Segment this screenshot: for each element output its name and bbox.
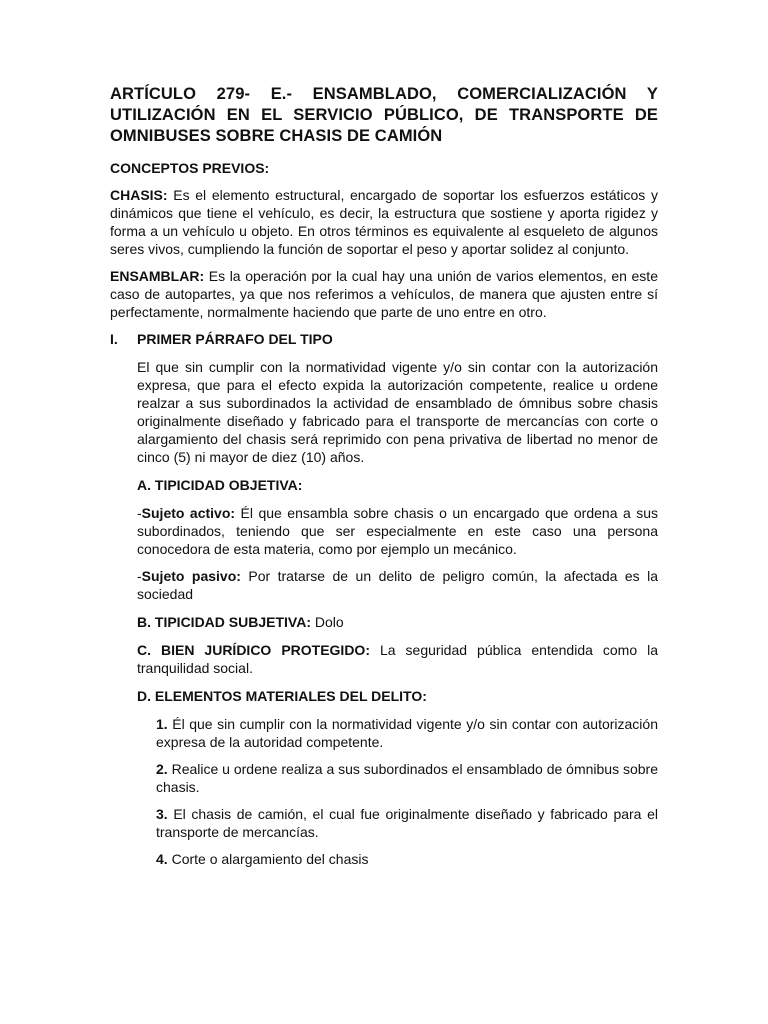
elemento-item-2 <box>156 760 658 796</box>
section-i-heading: PRIMER PÁRRAFO DEL TIPO <box>137 331 333 347</box>
elemento-number: 2. <box>156 761 168 777</box>
elemento-number: 1. <box>156 716 168 732</box>
section-i-paragraph: El que sin cumplir con la normatividad vigente y/o sin contar con la autorización expresa, que para el efecto expida la autorización competente, realice u ordene realzar a sus subordinados la actividad de ensamblado de ómnibus sobre chasis originalmente diseñado y fabricado para el transporte de mercancías con corte o alargamiento del chasis será reprimido con pena privativa de libertad no menor de cinco (5) ni mayor de diez (10) años. <box>137 359 658 465</box>
elemento-item-1 <box>156 715 658 751</box>
elemento-item-3 <box>156 805 658 841</box>
article-title: ARTÍCULO 279- E.- ENSAMBLADO, COMERCIALIZACIÓN Y UTILIZACIÓN EN EL SERVICIO PÚBLICO, DE TRANSPORTE DE OMNIBUSES SOBRE CHASIS DE CAMIÓN <box>110 85 658 145</box>
elemento-number: 3. <box>156 806 168 822</box>
tipicidad-subjetiva-heading: . TIPICIDAD SUBJETIVA: <box>147 614 311 630</box>
ensamblar-text: Es la operación por la cual hay una unión de varios elementos, en este caso de autopartes, ya que nos referimos a vehículos, de manera que ajusten entre sí perfectamente, normalmente haciendo que parte de uno entre en otro. <box>110 268 658 320</box>
section-i-heading-row <box>110 330 658 348</box>
sujeto-activo-dash: - <box>137 505 142 521</box>
ensamblar-term: ENSAMBLAR: <box>110 268 205 284</box>
chasis-term: CHASIS: <box>110 187 168 203</box>
ensamblar-definition <box>110 267 658 321</box>
bien-juridico-text: La seguridad pública entendida como la tranquilidad social. <box>137 642 659 676</box>
sujeto-pasivo-paragraph <box>137 567 658 603</box>
sujeto-activo-paragraph <box>137 504 658 558</box>
chasis-text: Es el elemento estructural, encargado de soportar los esfuerzos estáticos y dinámicos que tiene el vehículo, es decir, la estructura que sostiene y aporta rigidez y forma a un vehículo u objeto. En otros términos es equivalente al esqueleto de algunos seres vivos, cumpliendo la función de soportar el peso y aportar solidez al conjunto. <box>110 187 658 257</box>
chasis-definition <box>110 186 658 258</box>
sujeto-pasivo-text: Por tratarse de un delito de peligro común, la afectada es la sociedad <box>137 568 658 602</box>
sujeto-pasivo-term: Sujeto pasivo: <box>141 568 241 584</box>
document-body <box>110 84 658 868</box>
sujeto-activo-text: Él que ensambla sobre chasis o un encargado que ordena a sus subordinados, teniendo que ser especialmente en este caso una persona conocedora de esta materia, como por ejemplo un mecánico. <box>137 505 659 557</box>
section-i-number: I. <box>110 331 118 347</box>
tipicidad-objetiva-heading: A. TIPICIDAD OBJETIVA: <box>137 477 303 493</box>
conceptos-heading: CONCEPTOS PREVIOS: <box>110 160 270 176</box>
bien-juridico-paragraph <box>137 641 658 677</box>
tipicidad-subjetiva-paragraph <box>137 613 658 631</box>
tipicidad-subjetiva-letter: B <box>137 614 148 630</box>
bien-juridico-heading: C. BIEN JURÍDICO PROTEGIDO: <box>137 642 370 658</box>
elemento-item-4 <box>156 850 658 868</box>
elemento-text: Él que sin cumplir con la normatividad vigente y/o sin contar con autorización expresa de la autoridad competente. <box>156 716 658 750</box>
elemento-text: Realice u ordene realiza a sus subordinados el ensamblado de ómnibus sobre chasis. <box>156 761 658 795</box>
sujeto-activo-term: Sujeto activo: <box>141 505 236 521</box>
sujeto-pasivo-dash: - <box>137 568 142 584</box>
elementos-materiales-heading: D. ELEMENTOS MATERIALES DEL DELITO: <box>137 688 427 704</box>
elemento-text: Corte o alargamiento del chasis <box>167 851 369 867</box>
elemento-text: El chasis de camión, el cual fue originalmente diseñado y fabricado para el transporte de mercancías. <box>156 806 658 840</box>
tipicidad-subjetiva-text: Dolo <box>311 614 344 630</box>
elemento-number: 4. <box>156 851 168 867</box>
